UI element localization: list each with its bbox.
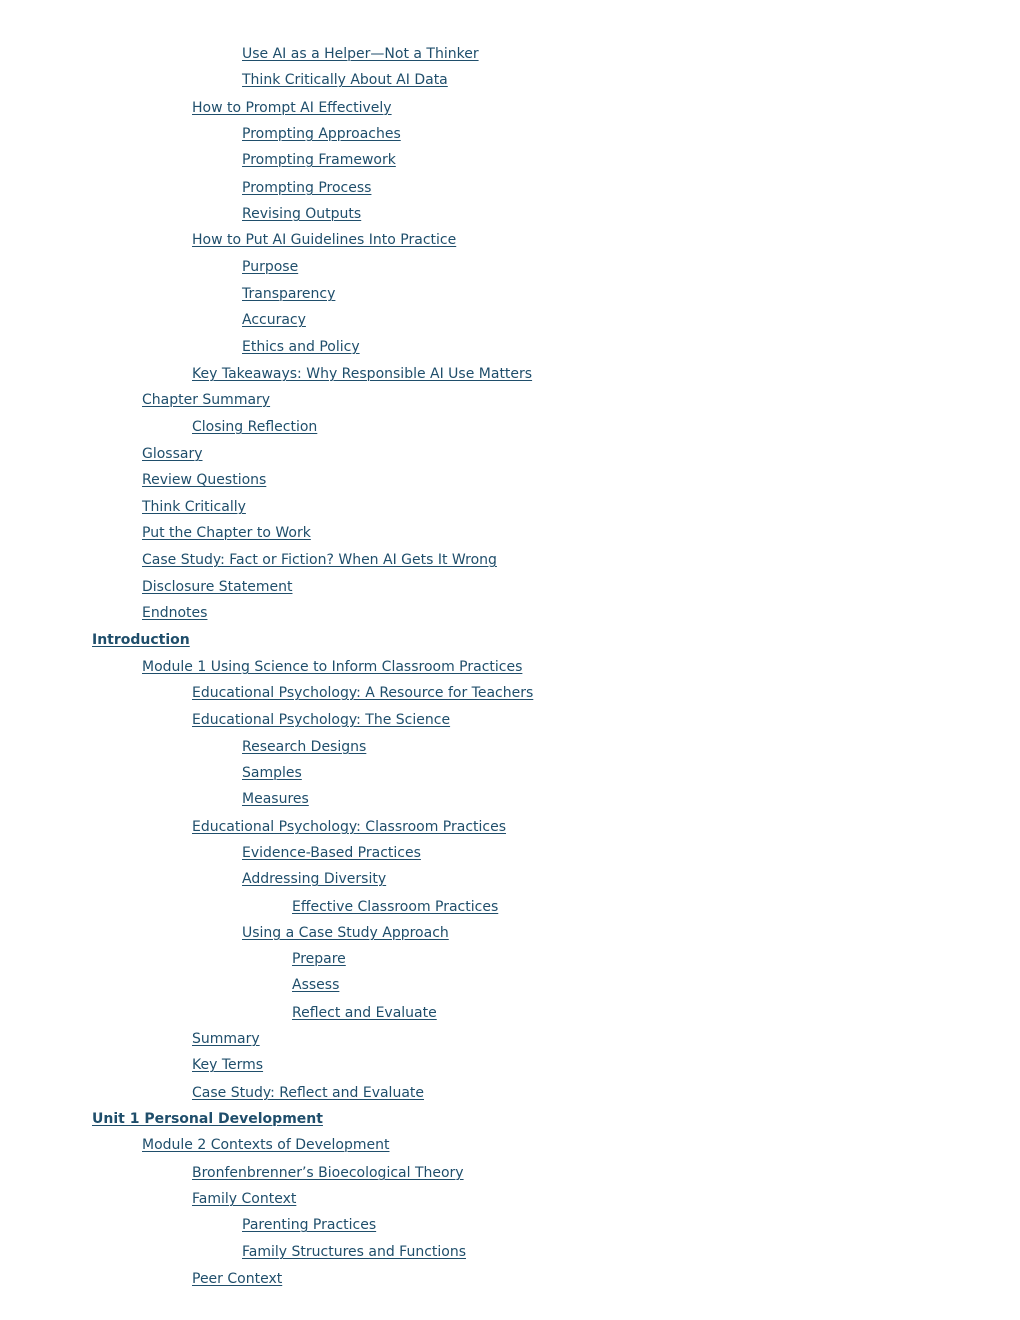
toc-entry (192, 1054, 263, 1074)
toc-link[interactable]: Prepare (292, 951, 346, 967)
toc-entry (242, 309, 306, 329)
toc-entry (192, 1268, 282, 1288)
toc-link[interactable]: Educational Psychology: Classroom Practices (192, 819, 507, 835)
toc-entry (192, 229, 456, 249)
toc-link[interactable]: Case Study: Fact or Fiction? When AI Gets It Wrong (142, 552, 497, 568)
toc-entry (142, 656, 522, 676)
toc-link[interactable]: Samples (242, 765, 302, 781)
toc-entry (292, 948, 346, 968)
toc-link[interactable]: Review Questions (142, 472, 267, 488)
toc-link[interactable]: Bronfenbrenner’s Bioecological Theory (192, 1165, 464, 1181)
toc-link[interactable]: Use AI as a Helper—Not a Thinker (242, 46, 479, 62)
toc-link[interactable]: Family Structures and Functions (242, 1244, 466, 1260)
toc-entry (192, 1162, 464, 1182)
toc-entry (242, 736, 366, 756)
toc-link[interactable]: Using a Case Study Approach (242, 925, 449, 941)
toc-entry (142, 522, 311, 542)
toc-entry (242, 1214, 376, 1234)
toc-link[interactable]: Prompting Process (242, 180, 372, 196)
toc-link[interactable]: How to Put AI Guidelines Into Practice (192, 232, 457, 248)
toc-link[interactable]: Accuracy (242, 312, 306, 328)
toc-entry (242, 177, 371, 197)
toc-entry (192, 416, 317, 436)
toc-link[interactable]: Purpose (242, 259, 299, 275)
toc-entry (292, 896, 498, 916)
toc-link[interactable]: Key Terms (192, 1057, 264, 1073)
toc-link[interactable]: Educational Psychology: A Resource for Teachers (192, 685, 534, 701)
toc-entry (142, 549, 497, 569)
toc-link[interactable]: Transparency (242, 286, 336, 302)
toc-link[interactable]: Revising Outputs (242, 206, 362, 222)
toc-entry (242, 123, 401, 143)
toc-link[interactable]: Think Critically About AI Data (242, 72, 448, 88)
toc-entry (192, 709, 450, 729)
toc-entry (192, 363, 532, 383)
toc-entry (192, 97, 392, 117)
toc-link[interactable]: Prompting Approaches (242, 126, 401, 142)
toc-link[interactable]: Effective Classroom Practices (292, 899, 499, 915)
toc-link[interactable]: Assess (292, 977, 340, 993)
toc-link[interactable]: Key Takeaways: Why Responsible AI Use Matters (192, 366, 533, 382)
toc-entry (192, 1082, 424, 1102)
toc-link[interactable]: Closing Reflection (192, 419, 318, 435)
toc-link[interactable]: Addressing Diversity (242, 871, 387, 887)
toc-entry (242, 69, 448, 89)
toc-link[interactable]: Research Designs (242, 739, 367, 755)
toc-entry (142, 1134, 390, 1154)
toc-link[interactable]: Educational Psychology: The Science (192, 712, 451, 728)
toc-link[interactable]: Chapter Summary (142, 392, 271, 408)
toc-link[interactable]: Glossary (142, 446, 203, 462)
toc-link[interactable]: How to Prompt AI Effectively (192, 100, 392, 116)
toc-entry (242, 842, 421, 862)
toc-entry (292, 974, 339, 994)
toc-entry (242, 1241, 466, 1261)
toc-link[interactable]: Prompting Framework (242, 152, 396, 168)
toc-link[interactable]: Summary (192, 1031, 260, 1047)
toc-entry (242, 203, 361, 223)
toc-entry (242, 788, 309, 808)
toc-link[interactable]: Disclosure Statement (142, 579, 293, 595)
toc-link[interactable]: Module 2 Contexts of Development (142, 1137, 390, 1153)
toc-entry (142, 496, 246, 516)
toc-link[interactable]: Module 1 Using Science to Inform Classroom Practices (142, 659, 523, 675)
toc-entry (242, 922, 449, 942)
toc-link[interactable]: Put the Chapter to Work (142, 525, 311, 541)
toc-entry (142, 443, 203, 463)
toc-entry (192, 1028, 260, 1048)
toc-link[interactable]: Case Study: Reflect and Evaluate (192, 1085, 425, 1101)
toc-link[interactable]: Reflect and Evaluate (292, 1005, 437, 1021)
toc-entry (142, 469, 266, 489)
toc-entry (142, 389, 270, 409)
toc-entry (142, 576, 292, 596)
toc-entry (242, 256, 298, 276)
toc-link[interactable]: Endnotes (142, 605, 208, 621)
toc-link[interactable]: Evidence-Based Practices (242, 845, 421, 861)
toc-link[interactable]: Introduction (92, 632, 190, 648)
toc-entry (192, 816, 506, 836)
toc-entry (292, 1002, 437, 1022)
toc-entry (242, 762, 302, 782)
toc-entry (242, 283, 335, 303)
toc-entry (192, 1188, 296, 1208)
toc-link[interactable]: Measures (242, 791, 309, 807)
toc-entry (92, 1108, 323, 1128)
toc-link[interactable]: Peer Context (192, 1271, 283, 1287)
toc-link[interactable]: Ethics and Policy (242, 339, 360, 355)
toc-entry (242, 149, 396, 169)
toc-link[interactable]: Family Context (192, 1191, 297, 1207)
toc-link[interactable]: Think Critically (142, 499, 246, 515)
toc-link[interactable]: Parenting Practices (242, 1217, 377, 1233)
toc-entry (92, 629, 190, 649)
toc-entry (242, 868, 386, 888)
toc-entry (242, 43, 479, 63)
toc-entry (142, 602, 207, 622)
toc-entry (242, 336, 360, 356)
toc-link[interactable]: Unit 1 Personal Development (92, 1111, 323, 1127)
toc-entry (192, 682, 533, 702)
